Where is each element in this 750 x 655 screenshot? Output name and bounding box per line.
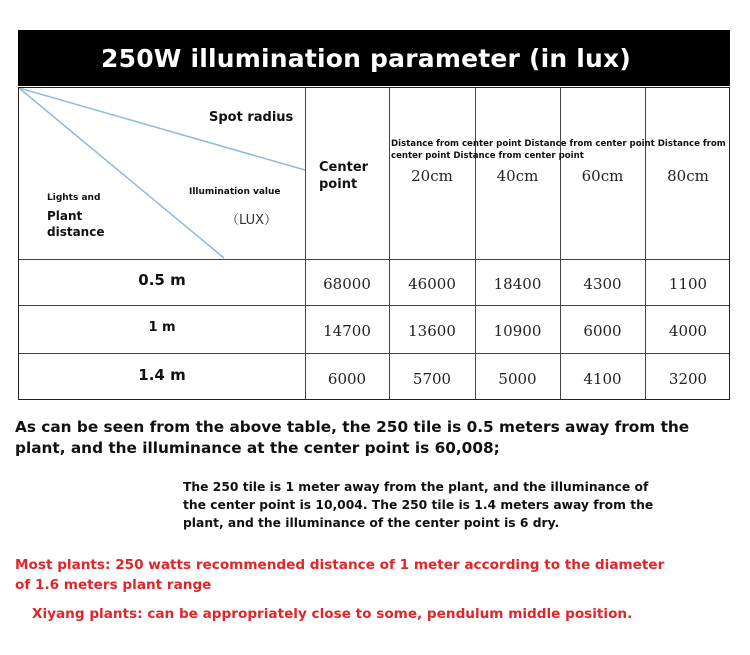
table-cell: 3200 bbox=[668, 370, 708, 388]
row-label-0-5m: 0.5 m bbox=[138, 271, 186, 289]
lights-and-label: Lights and bbox=[47, 193, 101, 203]
page-title: 250W illumination parameter (in lux) bbox=[101, 43, 631, 73]
lux-label: （LUX） bbox=[226, 213, 278, 228]
xiyang-note: Xiyang plants: can be appropriately close to some, pendulum middle position. bbox=[32, 606, 633, 622]
table-cell: 10900 bbox=[493, 322, 542, 340]
table-cell: 4000 bbox=[668, 322, 708, 340]
detail-line: plant, and the illuminance of the center point is 6 dry. bbox=[183, 516, 560, 530]
illumination-table bbox=[18, 87, 730, 400]
table-cell: 4300 bbox=[583, 275, 622, 293]
table-cell: 14700 bbox=[323, 322, 371, 340]
table-cell: 6000 bbox=[583, 322, 622, 340]
diagonal-line-upper bbox=[19, 88, 305, 170]
spot-radius-label: Spot radius bbox=[209, 110, 294, 125]
center-point-label-line2: point bbox=[319, 177, 358, 192]
table-cell: 4100 bbox=[583, 370, 622, 388]
recommendation-line: Most plants: 250 watts recommended distance of 1 meter according to the diameter bbox=[15, 557, 665, 573]
table-cell: 6000 bbox=[327, 370, 367, 388]
illumination-value-label: Illumination value bbox=[189, 187, 281, 197]
distance-header-60cm: 60cm bbox=[581, 167, 624, 185]
column-divider bbox=[389, 88, 390, 399]
detail-line: The 250 tile is 1 meter away from the plant, and the illuminance of bbox=[183, 480, 649, 494]
center-point-label-line1: Center bbox=[319, 160, 369, 175]
distance-header-40cm: 40cm bbox=[496, 167, 539, 185]
summary-paragraph bbox=[15, 417, 689, 459]
summary-line: As can be seen from the above table, the 250 tile is 0.5 meters away from the bbox=[15, 418, 690, 436]
row-divider bbox=[19, 305, 729, 306]
row-label-1m: 1 m bbox=[148, 320, 176, 335]
distance-label: distance bbox=[47, 225, 105, 239]
detail-paragraph bbox=[183, 478, 653, 532]
column-divider bbox=[475, 88, 476, 399]
column-divider bbox=[645, 88, 646, 399]
table-cell: 46000 bbox=[408, 275, 456, 293]
table-cell: 13600 bbox=[408, 322, 456, 340]
table-cell: 18400 bbox=[493, 275, 542, 293]
distance-header-20cm: 20cm bbox=[411, 167, 453, 185]
row-divider bbox=[19, 353, 729, 354]
distance-from-overlap-line1: Distance from center point Distance from center point Distance from bbox=[391, 139, 726, 149]
table-cell: 1100 bbox=[668, 275, 708, 293]
column-divider bbox=[560, 88, 561, 399]
detail-line: the center point is 10,004. The 250 tile is 1.4 meters away from the bbox=[183, 498, 654, 512]
recommendation-paragraph bbox=[15, 555, 664, 595]
summary-line: plant, and the illuminance at the center point is 60,008; bbox=[15, 439, 500, 457]
row-label-1-4m: 1.4 m bbox=[138, 366, 186, 384]
plant-label: Plant bbox=[47, 209, 83, 223]
table-cell: 68000 bbox=[323, 275, 371, 293]
table-cell: 5700 bbox=[412, 370, 452, 388]
title-bar bbox=[18, 30, 730, 86]
distance-header-80cm: 80cm bbox=[667, 167, 709, 185]
distance-from-overlap-line2: center point Distance from center point bbox=[391, 151, 584, 161]
recommendation-line: of 1.6 meters plant range bbox=[15, 577, 212, 593]
table-cell: 5000 bbox=[498, 370, 537, 388]
